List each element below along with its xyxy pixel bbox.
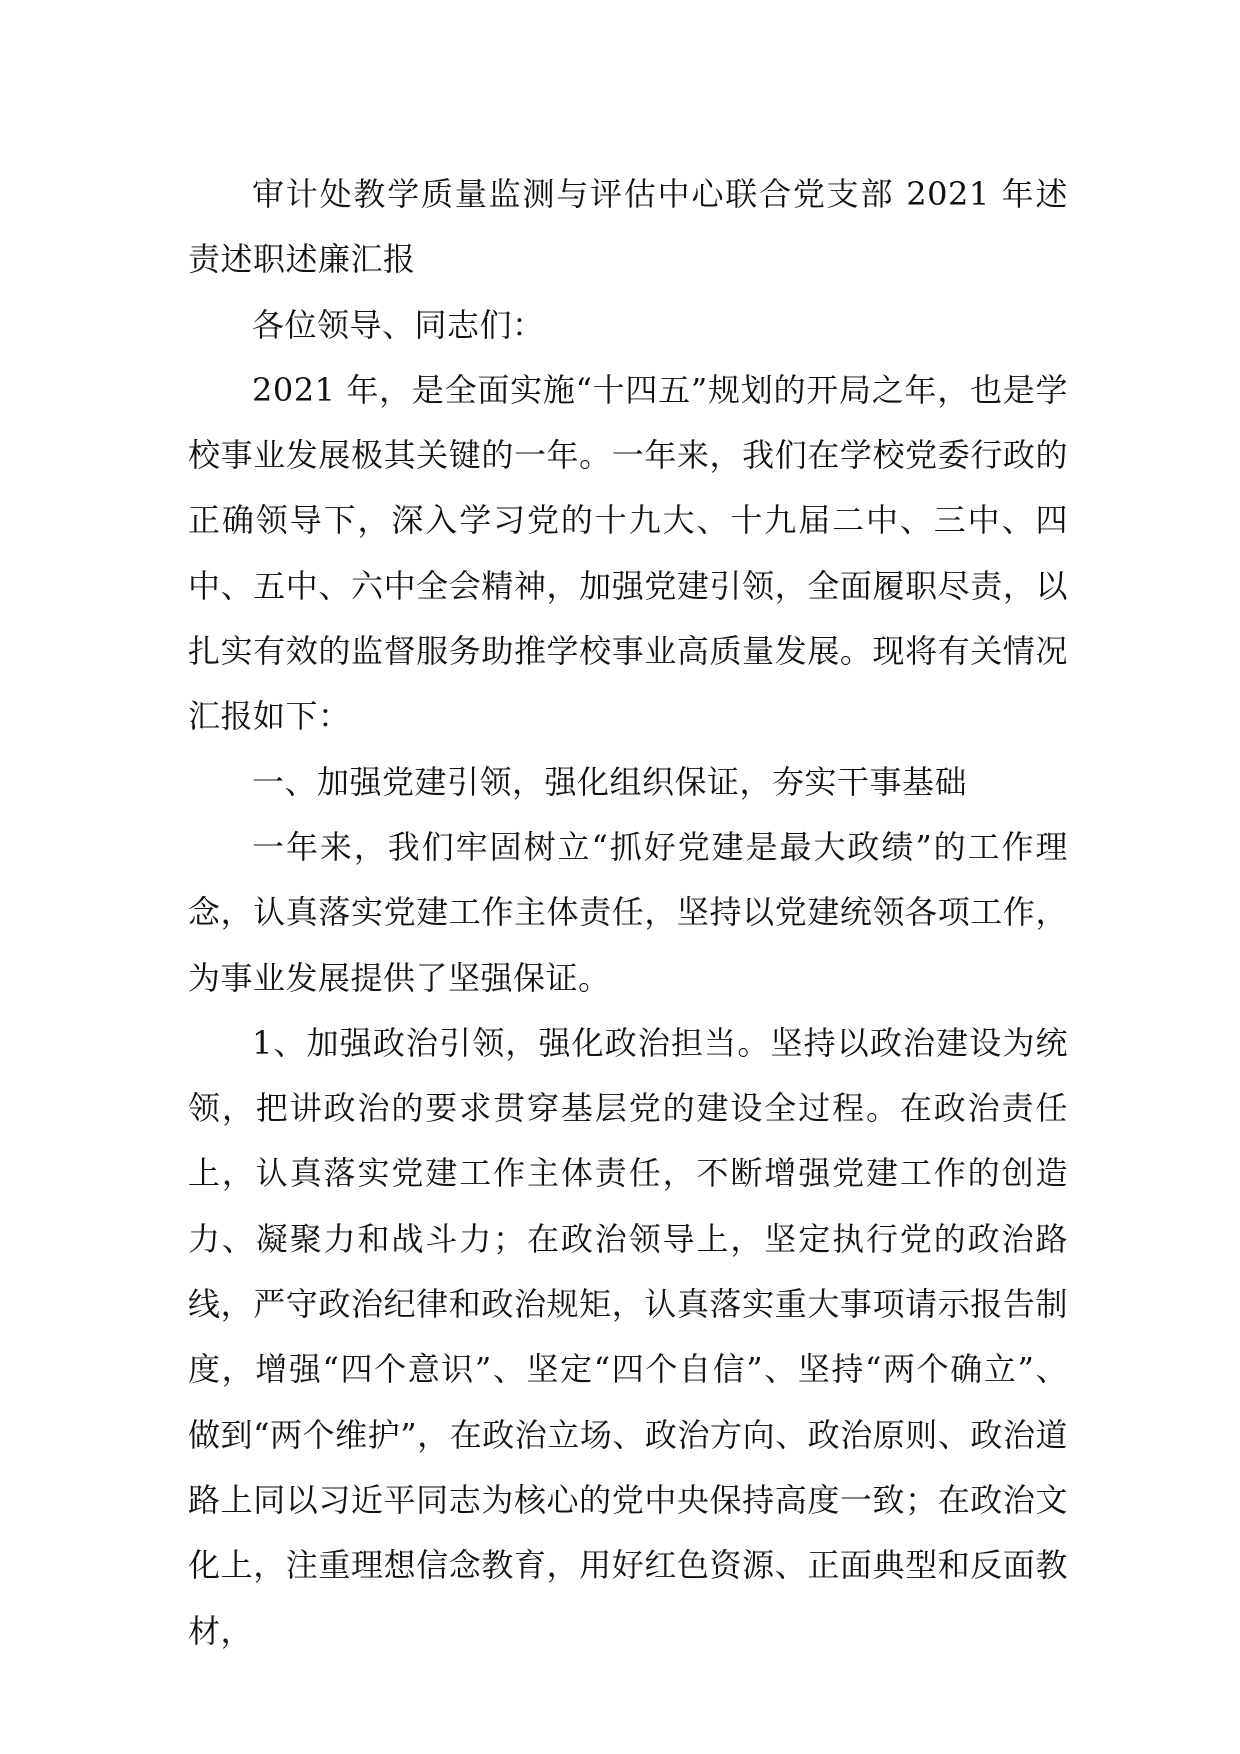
- item-1-paragraph: 1、加强政治引领，强化政治担当。坚持以政治建设为统领，把讲政治的要求贯穿基层党的建设全过程。在政治责任上，认真落实党建工作主体责任，不断增强党建工作的创造力、凝聚力和战斗力；在政治领导上，坚定执行党的政治路线，严守政治纪律和政治规矩，认真落实重大事项请示报告制度，增强“四个意识”、坚定“四个自信”、坚持“两个确立”、做到“两个维护”，在政治立场、政治方向、政治原则、政治道路上同以习近平同志为核心的党中央保持高度一致；在政治文化上，注重理想信念教育，用好红色资源、正面典型和反面教材，: [188, 1023, 1068, 1650]
- document-title: 审计处教学质量监测与评估中心联合党支部 2021 年述责述职述廉汇报: [188, 175, 1068, 279]
- intro-paragraph: 2021 年，是全面实施“十四五”规划的开局之年，也是学校事业发展极其关键的一年。一年来，我们在学校党委行政的正确领导下，深入学习党的十九大、十九届二中、三中、四中、五中、六中全会精神，加强党建引领，全面履职尽责，以扎实有效的监督服务助推学校事业高质量发展。现将有关情况汇报如下：: [188, 370, 1068, 736]
- salutation: 各位领导、同志们：: [252, 305, 545, 344]
- document-body: [188, 162, 1068, 1664]
- section-heading-1: 一、加强党建引领，强化组织保证，夯实干事基础: [252, 762, 968, 801]
- section-1-paragraph: 一年来，我们牢固树立“抓好党建是最大政绩”的工作理念，认真落实党建工作主体责任，坚持以党建统领各项工作，为事业发展提供了坚强保证。: [188, 827, 1068, 997]
